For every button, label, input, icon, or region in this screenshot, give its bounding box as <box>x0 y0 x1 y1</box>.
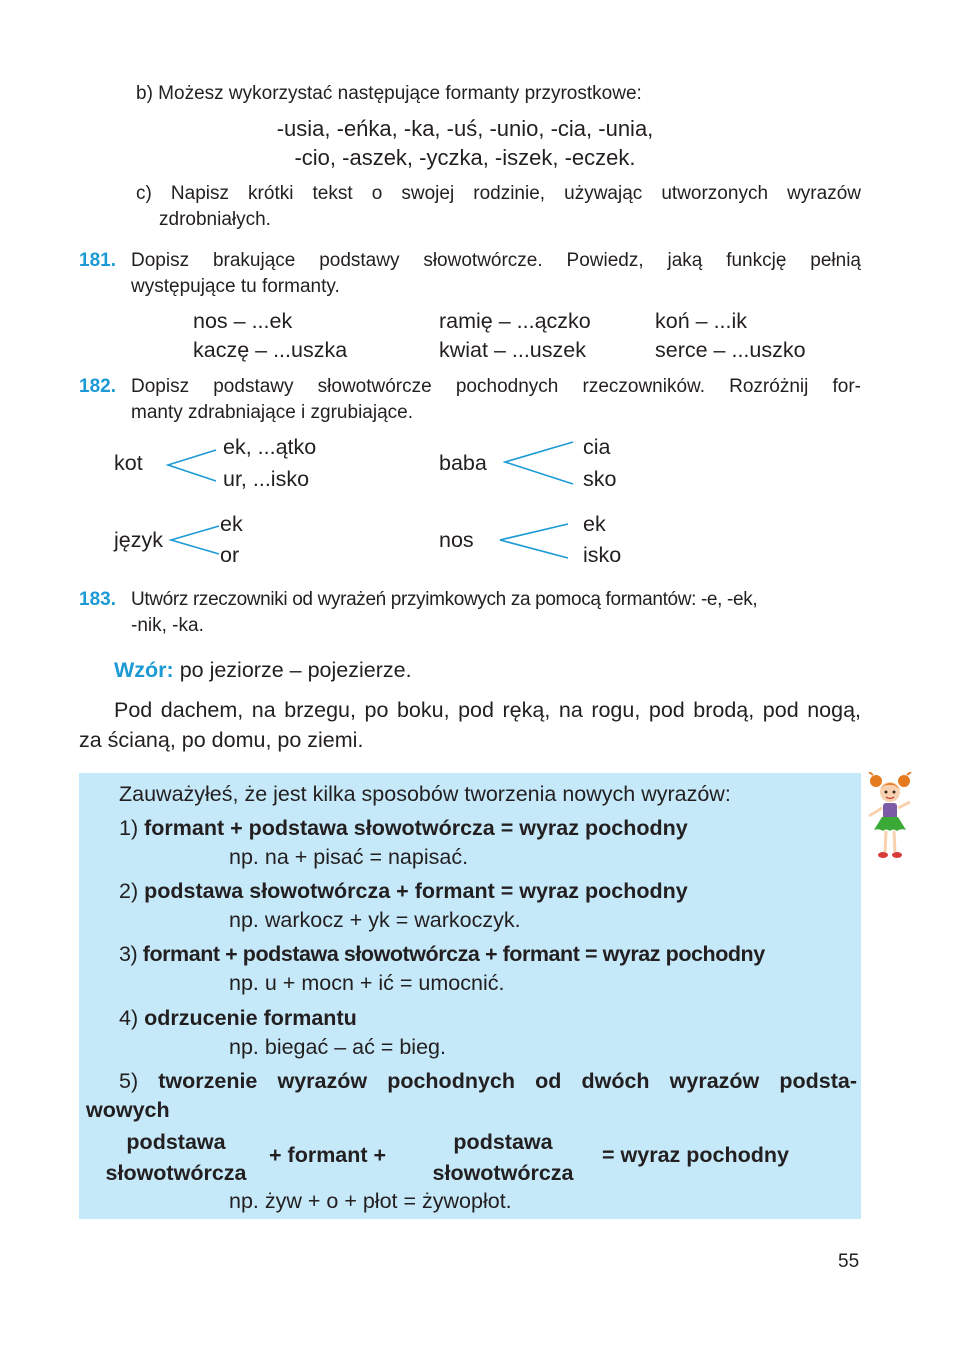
formula-base-1: podstawa słowotwórcza <box>105 1130 247 1185</box>
word-pair: koń – ...ik <box>655 309 748 333</box>
word-pair: kwiat – ...uszek <box>439 338 586 362</box>
rule-item-1 <box>119 816 688 841</box>
suffix-bottom: isko <box>583 543 622 567</box>
page-number: 55 <box>838 1251 860 1272</box>
exercise-181-line1: Dopisz brakujące podstawy słowotwórcze. Powiedz, jaką funkcję pełnią <box>131 250 861 271</box>
exercise-number-182: 182. <box>79 376 116 397</box>
suffix-list-line1: -usia, -eńka, -ka, -uś, -unio, -cia, -unia, <box>276 116 654 141</box>
rule-text-continued: wowych <box>86 1098 170 1122</box>
phrase-list-line1: Pod dachem, na brzegu, po boku, pod ręką, na rogu, pod brodą, pod nogą, <box>114 698 861 722</box>
exercise-181-line2: występujące tu formanty. <box>131 276 340 297</box>
base-word-jezyk: język <box>114 528 163 552</box>
infobox-heading: Zauważyłeś, że jest kilka sposobów tworzenia nowych wyrazów: <box>119 782 731 806</box>
branch-bracket <box>498 522 570 562</box>
rule-item-5 <box>119 1069 857 1094</box>
model-line <box>114 658 412 683</box>
exercise-number-183: 183. <box>79 589 116 610</box>
rule-number: 2) <box>119 879 139 903</box>
rule-example: np. na + pisać = napisać. <box>229 845 469 869</box>
task-b-text: b) Możesz wykorzystać następujące formanty przyrostkowe: <box>136 83 642 104</box>
base-word-baba: baba <box>439 451 487 475</box>
task-c-line1: c) Napisz krótki tekst o swojej rodzinie, używając utworzonych wyrazów <box>136 183 861 204</box>
base-word-nos: nos <box>439 528 474 552</box>
rule-number: 5) <box>119 1069 139 1093</box>
suffix-bottom: ur, ...isko <box>223 467 310 491</box>
rule-text: tworzenie wyrazów pochodnych od dwóch wyrazów podsta- <box>158 1069 857 1093</box>
exercise-183-line1: Utwórz rzeczowniki od wyrażeń przyimkowych za pomocą formantów: -e, -ek, <box>131 589 758 610</box>
rule-item-4 <box>119 1006 357 1031</box>
task-c-line2: zdrobniałych. <box>159 209 271 230</box>
rule-item-2 <box>119 879 688 904</box>
branch-bracket <box>503 440 575 488</box>
exercise-number-181: 181. <box>79 250 116 271</box>
rule-item-3 <box>119 942 765 967</box>
word-pair: kaczę – ...uszka <box>193 338 348 362</box>
model-text: po jeziorze – pojezierze. <box>179 658 412 682</box>
suffix-top: cia <box>583 435 611 459</box>
formula-plus-formant: + formant + <box>269 1143 387 1167</box>
branch-bracket <box>166 448 218 486</box>
word-pair: serce – ...uszko <box>655 338 806 362</box>
phrase-list-line2: za ścianą, po domu, po ziemi. <box>79 728 364 752</box>
exercise-182-line1: Dopisz podstawy słowotwórcze pochodnych rzeczowników. Rozróżnij for- <box>131 376 861 397</box>
rule-text: odrzucenie formantu <box>144 1006 357 1030</box>
girl-illustration <box>864 772 916 862</box>
model-label: Wzór: <box>114 658 174 682</box>
rule-example: np. biegać – ać = bieg. <box>229 1035 446 1059</box>
rule-number: 4) <box>119 1006 139 1030</box>
suffix-bottom: sko <box>583 467 617 491</box>
rule-example: np. u + mocn + ić = umocnić. <box>229 971 505 995</box>
rule-example: np. warkocz + yk = warkoczyk. <box>229 908 521 932</box>
branch-bracket <box>169 524 221 558</box>
rule-number: 1) <box>119 816 139 840</box>
formula-result: = wyraz pochodny <box>602 1143 789 1167</box>
exercise-183-line2: -nik, -ka. <box>131 615 204 636</box>
word-pair: nos – ...ek <box>193 309 293 333</box>
exercise-182-line2: manty zdrabniające i zgrubiające. <box>131 402 413 423</box>
suffix-top: ek <box>220 512 243 536</box>
rule-text: formant + podstawa słowotwórcza + formant = wyraz pochodny <box>142 942 765 966</box>
base-word-kot: kot <box>114 451 143 475</box>
formula-base-2: podstawa słowotwórcza <box>432 1130 574 1185</box>
suffix-bottom: or <box>220 543 240 567</box>
rule-text: formant + podstawa słowotwórcza = wyraz pochodny <box>144 816 688 840</box>
rule-number: 3) <box>119 942 138 966</box>
suffix-list-line2: -cio, -aszek, -yczka, -iszek, -eczek. <box>294 145 636 170</box>
suffix-top: ek <box>583 512 606 536</box>
suffix-top: ek, ...ątko <box>223 435 317 459</box>
rule-example: np. żyw + o + płot = żywopłot. <box>229 1189 512 1213</box>
rule-text: podstawa słowotwórcza + formant = wyraz pochodny <box>144 879 688 903</box>
word-pair: ramię – ...ączko <box>439 309 591 333</box>
